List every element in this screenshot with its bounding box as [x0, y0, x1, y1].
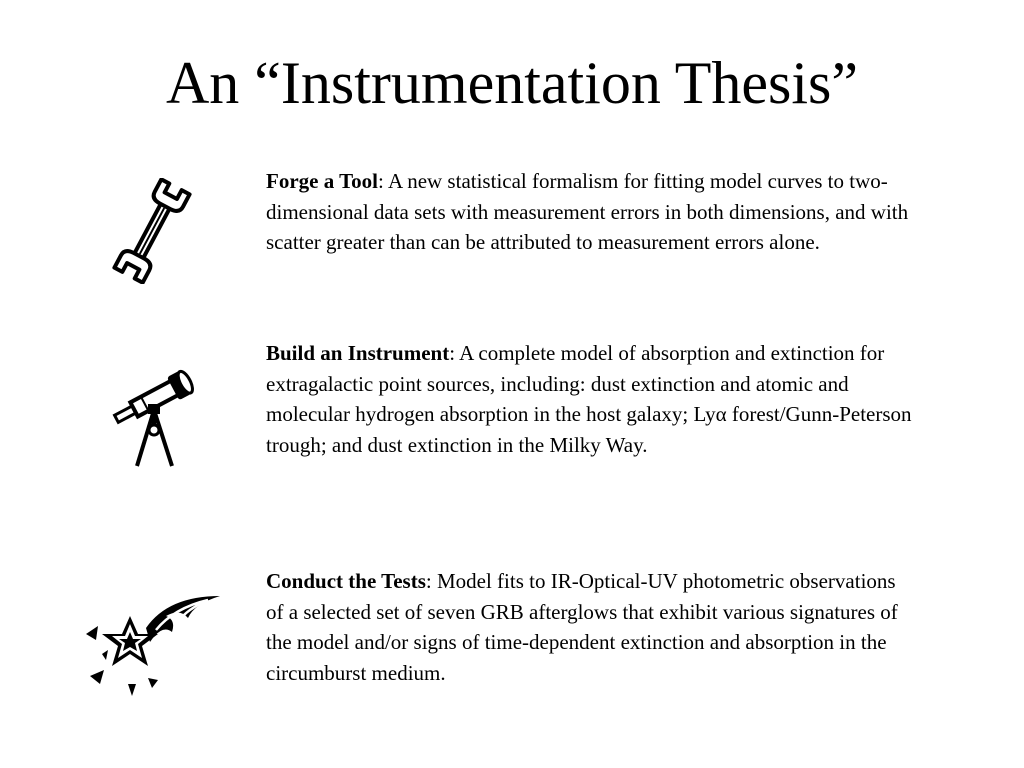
item-body-conduct-the-tests: : Model fits to IR-Optical-UV photometric observations of a selected set of seven GRB afterglows that exhibit various signatures of the model and/or signs of time-dependent extinction and absorption in the circumburst medium.: [266, 569, 898, 685]
item-lead-forge-a-tool: Forge a Tool: [266, 169, 379, 193]
item-text-build-an-instrument: [266, 338, 916, 460]
item-text-conduct-the-tests: [266, 566, 916, 688]
telescope-icon: [104, 364, 204, 468]
slide-title: An “Instrumentation Thesis”: [165, 50, 859, 116]
item-body-forge-a-tool: : A new statistical formalism for fitting model curves to two-dimensional data sets with measurement errors in both dimensions, and with scatter greater than can be attributed to measurement errors alone.: [266, 169, 909, 254]
item-text-forge-a-tool: [266, 166, 916, 258]
shooting-star-icon: [84, 590, 224, 700]
wrench-icon: [112, 178, 192, 284]
item-body-build-an-instrument: : A complete model of absorption and extinction for extragalactic point sources, including: dust extinction and atomic and molecular hydrogen absorption in the host galaxy; Lyα forest/Gunn-Peterson trough; and dust extinction in the Milky Way.: [266, 341, 912, 457]
item-lead-conduct-the-tests: Conduct the Tests: [266, 569, 426, 593]
item-lead-build-an-instrument: Build an Instrument: [266, 341, 450, 365]
